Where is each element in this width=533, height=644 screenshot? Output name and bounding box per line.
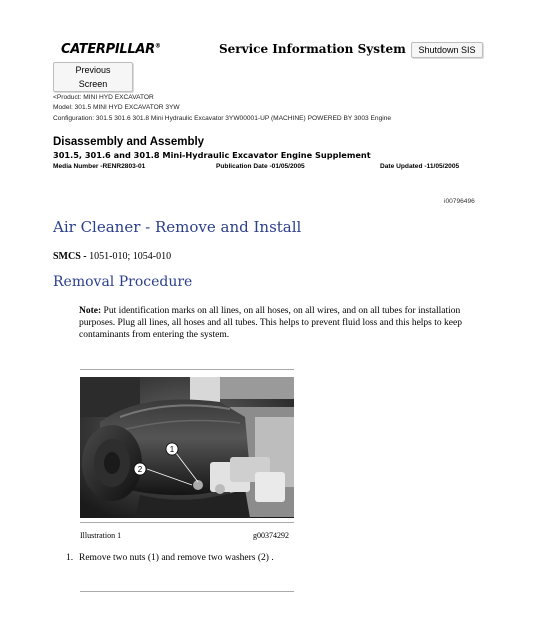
illustration-bottom-rule [80,522,294,523]
document-subtitle: 301.5, 301.6 and 301.8 Mini-Hydraulic Excavator Engine Supplement [53,150,371,160]
publication-date: Publication Date -01/05/2005 [216,163,305,170]
callout-1-label: 1 [169,445,175,454]
note-text: Put identification marks on all lines, on all hoses, on all wires, and on all tubes for installation purposes. Plug all lines, all hoses and all tubes. This helps to prevent fluid loss and this helps to keep contaminants from entering the system. [79,306,462,340]
shutdown-sis-button[interactable]: Shutdown SIS [411,42,483,58]
section-heading: Air Cleaner - Remove and Install [53,218,302,236]
illustration-label: Illustration 1 [80,531,122,540]
step-number: 1. [66,553,74,563]
product-link[interactable]: <Product: MINI HYD EXCAVATOR [53,94,154,101]
illustration-top-rule [80,369,294,370]
note-paragraph [79,305,489,341]
callout-2-label: 2 [137,465,143,474]
media-number: Media Number -RENR2803-01 [53,163,146,170]
procedure-heading: Removal Procedure [53,274,193,290]
document-title: Disassembly and Assembly [53,136,205,148]
step-text: Remove two nuts (1) and remove two washers (2) . [79,553,274,563]
previous-screen-button[interactable]: Previous Screen [53,62,133,92]
app-title: Service Information System [219,42,406,56]
air-cleaner-photo [80,377,294,518]
smcs-value: 1051-010; 1054-010 [86,251,172,262]
smcs-codes [53,251,171,262]
graphic-id: g00374292 [253,531,289,540]
date-updated: Date Updated -11/05/2005 [380,163,460,170]
caterpillar-logo: CATERPILLAR® [61,42,161,57]
configuration-line: Configuration: 301.5 301.6 301.8 Mini Hydraulic Excavator 3YW00001-UP (MACHINE) POWERED BY 3003 Engine [53,115,392,122]
bottom-rule [80,591,294,592]
illustration-image [80,377,294,518]
note-label: Note: [79,306,102,316]
model-line: Model: 301.5 MINI HYD EXCAVATOR 3YW [53,104,180,111]
step-item [66,553,274,563]
smcs-label: SMCS - [53,251,87,262]
reference-id: i00796496 [444,198,475,205]
